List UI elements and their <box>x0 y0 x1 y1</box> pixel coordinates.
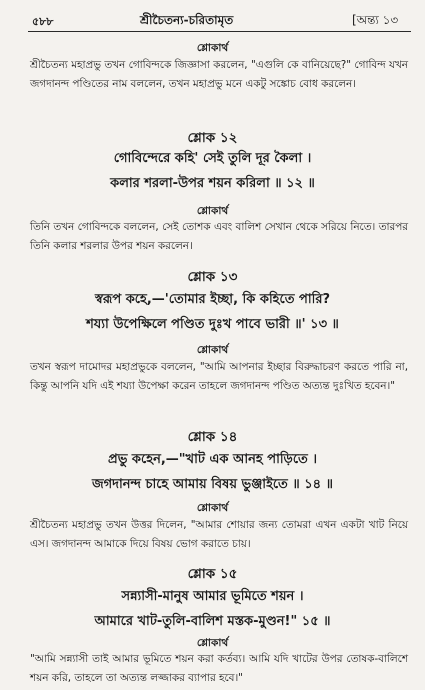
translation-heading: শ্লোকার্থ <box>196 205 229 217</box>
verse-title: শ্লোক ১৫ <box>187 566 238 582</box>
verse-text <box>0 584 425 634</box>
verse-title: শ্লোক ১৩ <box>187 269 238 285</box>
verse-line: জগদানন্দ চাহে আমায় বিষয় ভুঞ্জাইতে ॥ ১৪ ॥ <box>92 477 333 492</box>
translation-text: তিনি তখন গোবিন্দকে বললেন, সেই তোশক এবং বালিশ সেখান থেকে সরিয়ে নিতে। তারপর তিনি কলার শরলার উপর শয়ন করলেন। <box>30 221 408 252</box>
running-title: শ্রীচৈতন্য-চরিতামৃত <box>140 13 234 27</box>
section-reference: [অন্ত্য ১৩ <box>352 13 399 27</box>
verse-text <box>0 287 425 337</box>
translation-heading: শ্লোকার্থ <box>196 344 229 356</box>
translation-text: তখন স্বরূপ দামোদর মহাপ্রভুকে বললেন, "আমি আপনার ইচ্ছার বিরুদ্ধাচরণ করতে পারি না, কিন্তু আপনি যদি এই শয্যা উপেক্ষা করেন তাহলে জগদানন্দ পণ্ডিত অত্যন্ত দুঃখিত হবেন।" <box>30 361 408 392</box>
verse-line: প্রভু কহেন,—"খাট এক আনহ পাড়িতে । <box>108 452 317 467</box>
verse-line: শয্যা উপেক্ষিলে পণ্ডিত দুঃখ পাবে ভারী ॥' ১৩ ॥ <box>86 317 339 332</box>
translation-text: শ্রীচৈতন্য মহাপ্রভু তখন উত্তর দিলেন, "আমার শোয়ার জন্য তোমরা এখন একটা খাট নিয়ে এস। জগদানন্দ আমাকে দিয়ে বিষয় ভোগ করাতে চায়। <box>30 519 408 550</box>
verse-title: শ্লোক ১৪ <box>187 429 238 445</box>
page-header <box>0 6 425 32</box>
verse-text <box>0 146 425 196</box>
verse-line: স্বরূপ কহে,—'তোমার ইচ্ছা, কি কহিতে পারি? <box>94 292 331 307</box>
translation-heading: শ্লোকার্থ <box>196 42 229 54</box>
translation-text: "আমি সন্ন্যাসী তাই আমার ভূমিতে শয়ন করা কর্তব্য। আমি যদি খাটের উপর তোষক-বালিশে শয়ন করি, তাহলে তা অত্যন্ত লজ্জাকর ব্যাপার হবে।" <box>30 653 408 684</box>
verse-line: সন্ন্যাসী-মানুষ আমার ভূমিতে শয়ন । <box>121 589 304 604</box>
header-divider <box>28 31 411 32</box>
translation-heading: শ্লোকার্থ <box>196 502 229 514</box>
verse-title: শ্লোক ১২ <box>187 130 238 146</box>
translation-text: শ্রীচৈতন্য মহাপ্রভু তখন গোবিন্দকে জিজ্ঞাসা করলেন, "এগুলি কে বানিয়েছে?" গোবিন্দ যখন জগদানন্দ পণ্ডিতের নাম বললেন, তখন মহাপ্রভু মনে একটু সঙ্কোচ বোধ করলেন। <box>30 59 408 90</box>
verse-line: গোবিন্দেরে কহি' সেই তুলি দূর কৈলা । <box>113 151 312 166</box>
verse-text <box>0 447 425 497</box>
verse-line: আমারে খাট-তুলি-বালিশ মস্তক-মুণ্ডন!" ১৫ ॥ <box>94 614 331 629</box>
translation-heading: শ্লোকার্থ <box>196 637 229 649</box>
page-number: ৫৮৮ <box>32 15 54 28</box>
verse-line: কলার শরলা-উপর শয়ন করিলা ॥ ১২ ॥ <box>110 176 315 191</box>
